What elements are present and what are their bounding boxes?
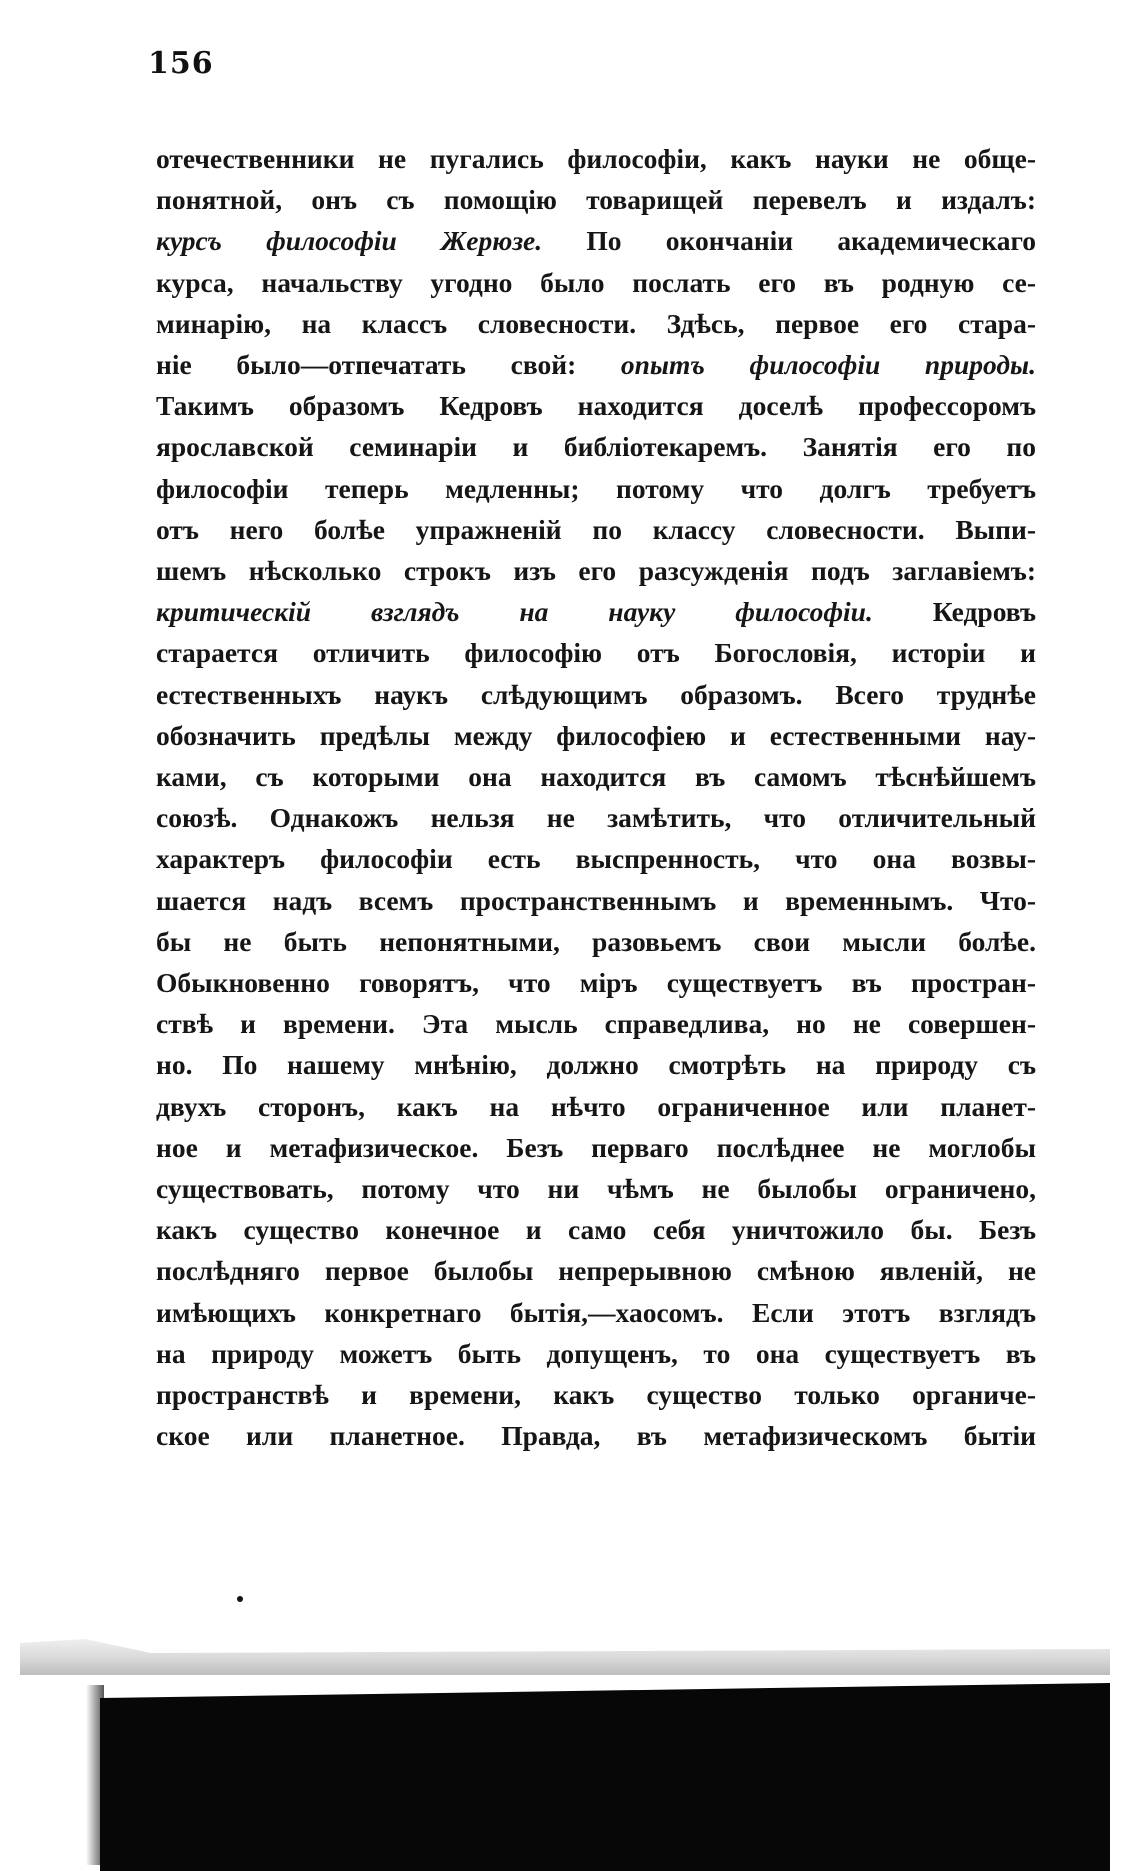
text-line: [156, 220, 1036, 261]
text-line: [156, 591, 1036, 632]
text-line: [156, 797, 1036, 838]
text-line: [156, 468, 1036, 509]
text-line: [156, 674, 1036, 715]
text-run: союзѣ. Однакожъ нельзя не замѣтить, что отличительный: [156, 802, 1036, 834]
text-line: [156, 715, 1036, 756]
text-line: [156, 1250, 1036, 1291]
text-run: ное и метафизическое. Безъ перваго послѣднее не моглобы: [156, 1131, 1036, 1163]
text-run: шается надъ всемъ пространственнымъ и временнымъ. Что-: [156, 884, 1036, 916]
text-line: [156, 344, 1036, 385]
text-run: характеръ философіи есть выспренность, что она возвы-: [156, 843, 1036, 875]
text-run: обозначить предѣлы между философіею и естественными нау-: [156, 719, 1036, 751]
text-run: По окончаніи академическаго: [542, 225, 1036, 257]
text-run: отъ него болѣе упражненій по классу словесности. Выпи-: [156, 513, 1036, 545]
text-line: [156, 962, 1036, 1003]
text-run: минарію, на классъ словесности. Здѣсь, первое его стара-: [156, 307, 1036, 339]
text-run: на природу можетъ быть допущенъ, то она существуетъ въ: [156, 1337, 1036, 1369]
text-line: [156, 1003, 1036, 1044]
text-run: Такимъ образомъ Кедровъ находится доселѣ профессоромъ: [156, 390, 1036, 422]
emphasized-title: опытъ философіи природы.: [620, 349, 1036, 381]
text-line: [156, 632, 1036, 673]
text-line: [156, 1168, 1036, 1209]
text-run: естественныхъ наукъ слѣдующимъ образомъ. Всего труднѣе: [156, 678, 1036, 710]
text-run: ками, съ которыми она находится въ самомъ тѣснѣйшемъ: [156, 761, 1036, 793]
text-line: [156, 550, 1036, 591]
text-line: [156, 756, 1036, 797]
text-line: [156, 1415, 1036, 1456]
text-line: [156, 179, 1036, 220]
text-run: Кедровъ: [872, 596, 1036, 628]
text-run: ствѣ и времени. Эта мысль справедлива, но не совершен-: [156, 1008, 1036, 1040]
scan-dark-band: [100, 1683, 1110, 1871]
text-line: [156, 262, 1036, 303]
emphasized-title: критическій взглядъ на науку философіи.: [156, 596, 873, 628]
text-line: [156, 426, 1036, 467]
text-run: бы не быть непонятными, разовьемъ свои мысли болѣе.: [156, 925, 1036, 957]
ink-dot: [237, 1596, 243, 1602]
text-line: [156, 1374, 1036, 1415]
text-line: [156, 303, 1036, 344]
text-line: [156, 138, 1036, 179]
text-run: философіи теперь медленны; потому что долгъ требуетъ: [156, 472, 1036, 504]
text-line: [156, 1086, 1036, 1127]
text-run: Обыкновенно говорятъ, что міръ существуетъ въ простран-: [156, 967, 1036, 999]
body-text: [156, 138, 1036, 1457]
text-line: [156, 921, 1036, 962]
text-line: [156, 1292, 1036, 1333]
text-line: [156, 1127, 1036, 1168]
text-run: пространствѣ и времени, какъ существо только органиче-: [156, 1379, 1036, 1411]
text-line: [156, 1044, 1036, 1085]
text-run: ніе было—отпечатать свой:: [156, 349, 621, 381]
text-run: но. По нашему мнѣнію, должно смотрѣть на природу съ: [156, 1049, 1036, 1081]
text-run: курса, начальству угодно было послать его въ родную се-: [156, 266, 1036, 298]
text-run: послѣдняго первое былобы непрерывною смѣною явленій, не: [156, 1255, 1036, 1287]
text-line: [156, 509, 1036, 550]
text-run: старается отличить философію отъ Богословія, исторіи и: [156, 637, 1036, 669]
text-run: существовать, потому что ни чѣмъ не былобы ограничено,: [156, 1173, 1036, 1205]
text-run: ское или планетное. Правда, въ метафизическомъ бытіи: [156, 1420, 1036, 1452]
text-run: понятной, онъ съ помощію товарищей перевелъ и издалъ:: [156, 184, 1036, 216]
text-line: [156, 1209, 1036, 1250]
text-line: [156, 838, 1036, 879]
text-run: двухъ сторонъ, какъ на нѣчто ограниченное или планет-: [156, 1090, 1036, 1122]
text-run: ярославской семинаріи и библіотекаремъ. Занятія его по: [156, 431, 1036, 463]
text-run: отечественники не пугались философіи, какъ науки не обще-: [156, 143, 1036, 174]
scan-shadow: [0, 1625, 1140, 1871]
text-line: [156, 385, 1036, 426]
page-number: 156: [148, 46, 214, 81]
text-line: [156, 880, 1036, 921]
text-run: какъ существо конечное и само себя уничтожило бы. Безъ: [156, 1214, 1036, 1246]
text-line: [156, 1333, 1036, 1374]
text-run: шемъ нѣсколько строкъ изъ его разсужденія подъ заглавіемъ:: [156, 555, 1036, 587]
text-run: имѣющихъ конкретнаго бытія,—хаосомъ. Если этотъ взглядъ: [156, 1296, 1036, 1328]
emphasized-title: курсъ философіи Жерюзе.: [156, 225, 543, 257]
